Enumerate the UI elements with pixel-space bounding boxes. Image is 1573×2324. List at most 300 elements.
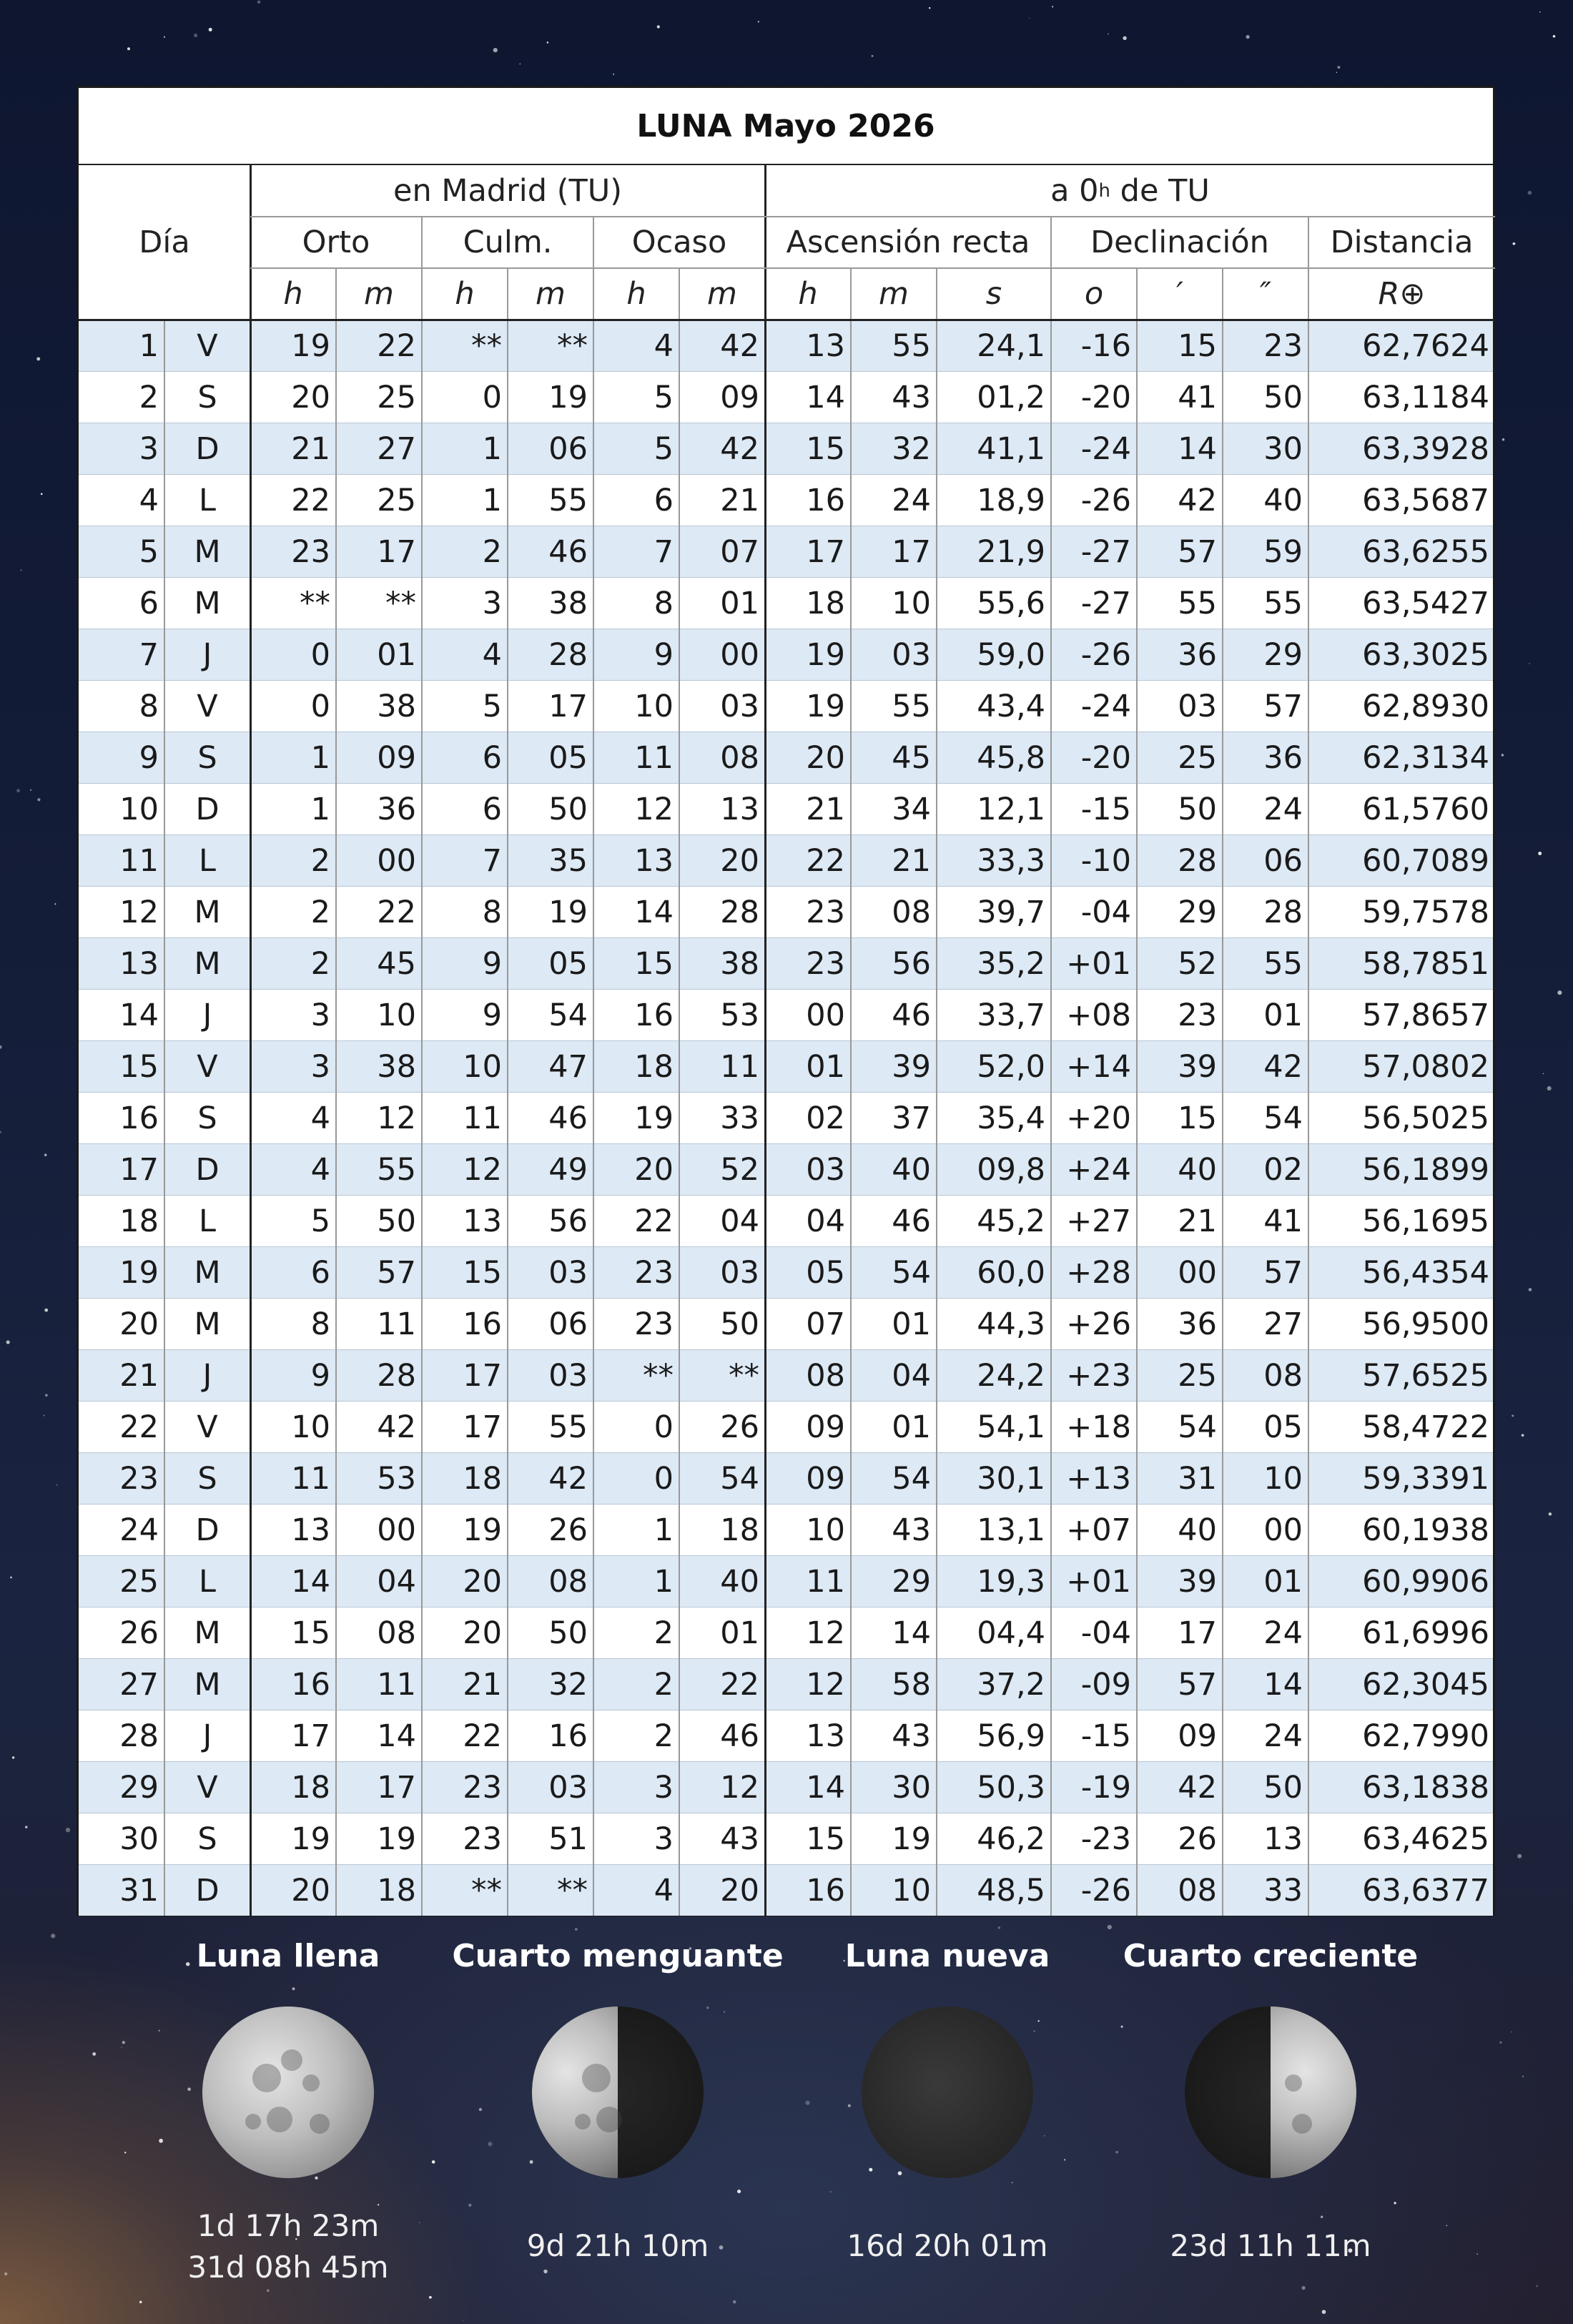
new-moon-icon: [862, 2007, 1033, 2178]
moon-phase-name: Cuarto creciente: [1123, 1938, 1419, 1974]
table-cell: 13,1: [977, 1512, 1045, 1548]
header-unit: m: [879, 276, 909, 312]
table-cell: 17: [377, 1770, 416, 1806]
table-cell: 14: [806, 380, 845, 415]
table-cell: 41,1: [977, 431, 1045, 467]
star: [6, 1340, 10, 1344]
star: [547, 41, 549, 44]
table-cell: 04: [892, 1358, 931, 1394]
table-cell: 55: [377, 1152, 416, 1188]
star: [257, 1, 260, 4]
table-cell: M: [194, 1306, 221, 1342]
table-cell: 35: [548, 843, 588, 879]
moon-phase: [1085, 1938, 1456, 2267]
star: [45, 1394, 47, 1397]
table-cell: 55: [892, 328, 931, 364]
star: [1536, 2285, 1538, 2288]
table-cell: 01: [1263, 1564, 1303, 1600]
star: [1543, 1073, 1544, 1074]
table-cell: 23: [463, 1770, 502, 1806]
table-cell: 12: [806, 1615, 845, 1651]
star: [209, 28, 212, 31]
table-cell: 05: [548, 946, 588, 982]
table-row: [79, 1246, 1493, 1298]
table-cell: 01: [892, 1306, 931, 1342]
table-cell: 07: [720, 534, 759, 570]
header-unit: m: [536, 276, 566, 312]
star: [10, 1577, 12, 1579]
table-cell: M: [194, 586, 221, 621]
table-cell: 18: [377, 1873, 416, 1909]
star: [267, 2290, 270, 2293]
table-cell: 14: [806, 1770, 845, 1806]
table-cell: 32: [548, 1667, 588, 1703]
header-unit: m: [707, 276, 737, 312]
table-cell: 27: [377, 431, 416, 467]
table-row: [79, 371, 1493, 423]
table-cell: 01: [1263, 998, 1303, 1033]
table-cell: 1: [654, 1512, 674, 1548]
header-tu-sup: h: [1098, 180, 1111, 202]
moon-mare: [310, 2114, 330, 2134]
table-cell: 40: [892, 1152, 931, 1188]
table-cell: 16: [548, 1718, 588, 1754]
table-cell: **: [300, 586, 330, 621]
table-cell: 32: [892, 431, 931, 467]
star: [16, 789, 20, 792]
table-cell: 13: [634, 843, 674, 879]
header-declinacion: Declinación: [1090, 225, 1269, 260]
grid-line: [335, 268, 337, 1916]
header-ascension: Ascensión recta: [786, 225, 1030, 260]
table-cell: 29: [1263, 637, 1303, 673]
table-cell: 20: [634, 1152, 674, 1188]
table-cell: 22: [119, 1409, 159, 1445]
table-cell: 01: [892, 1409, 931, 1445]
star: [520, 64, 521, 65]
table-cell: 19: [291, 1821, 330, 1857]
table-cell: 23: [634, 1306, 674, 1342]
table-cell: 10: [463, 1049, 502, 1085]
moon-phase-dates: [1085, 2225, 1456, 2267]
table-cell: 44,3: [977, 1306, 1045, 1342]
table-row: [79, 526, 1493, 577]
table-cell: 58,7851: [1362, 946, 1489, 982]
table-cell: 10: [634, 689, 674, 724]
table-cell: 0: [482, 380, 502, 415]
table-cell: 28: [720, 895, 759, 930]
table-cell: 45: [892, 740, 931, 776]
table-cell: 22: [291, 483, 330, 518]
table-cell: M: [194, 895, 221, 930]
table-cell: 39: [892, 1049, 931, 1085]
table-cell: 6: [310, 1255, 330, 1291]
table-cell: 10: [377, 998, 416, 1033]
star: [25, 1826, 27, 1828]
last-quarter-moon-icon: [532, 2007, 704, 2178]
star: [998, 1926, 1000, 1929]
table-cell: M: [194, 946, 221, 982]
table-cell: 55: [892, 689, 931, 724]
star: [1529, 1288, 1532, 1291]
table-cell: 00: [377, 1512, 416, 1548]
grid-line: [1222, 268, 1223, 1916]
table-cell: 2: [654, 1667, 674, 1703]
table-cell: 23: [634, 1255, 674, 1291]
table-cell: 24: [1263, 792, 1303, 827]
table-cell: -15: [1080, 792, 1131, 827]
star: [929, 7, 930, 9]
table-cell: 08: [377, 1615, 416, 1651]
table-cell: D: [195, 431, 220, 467]
table-row: [79, 1452, 1493, 1504]
table-cell: 08: [1178, 1873, 1217, 1909]
table-cell: 33: [720, 1101, 759, 1136]
table-cell: 26: [548, 1512, 588, 1548]
table-cell: 00: [806, 998, 845, 1033]
table-cell: 62,7990: [1362, 1718, 1489, 1754]
table-cell: 12: [634, 792, 674, 827]
table-cell: 54: [548, 998, 588, 1033]
table-cell: 43: [892, 1718, 931, 1754]
table-cell: 46,2: [977, 1821, 1045, 1857]
table-cell: 11: [377, 1667, 416, 1703]
table-cell: 56: [548, 1203, 588, 1239]
table-cell: 26: [720, 1409, 759, 1445]
table-cell: 20: [463, 1564, 502, 1600]
table-row: [79, 1143, 1493, 1195]
table-cell: M: [194, 1615, 221, 1651]
table-cell: 23: [119, 1461, 159, 1497]
table-cell: 52: [720, 1152, 759, 1188]
table-cell: 6: [482, 740, 502, 776]
table-cell: 15: [291, 1615, 330, 1651]
table-cell: 06: [1263, 843, 1303, 879]
table-cell: 25: [377, 380, 416, 415]
table-cell: 50: [548, 1615, 588, 1651]
table-cell: 57: [1263, 1255, 1303, 1291]
grid-line: [764, 165, 766, 1916]
table-cell: 33,3: [977, 843, 1045, 879]
table-cell: 14: [1263, 1667, 1303, 1703]
table-cell: 25: [377, 483, 416, 518]
table-cell: 14: [119, 998, 159, 1033]
moon-phase-dates: [102, 2205, 474, 2288]
table-row: [79, 1349, 1493, 1401]
table-cell: 62,7624: [1362, 328, 1489, 364]
table-cell: 15: [806, 1821, 845, 1857]
table-cell: 56,5025: [1362, 1101, 1489, 1136]
table-cell: 39,7: [977, 895, 1045, 930]
table-cell: 9: [139, 740, 159, 776]
star: [1549, 1512, 1552, 1515]
table-cell: 59: [1263, 534, 1303, 570]
grid-line: [250, 267, 1495, 269]
table-cell: 56,9500: [1362, 1306, 1489, 1342]
table-cell: 27: [1263, 1306, 1303, 1342]
header-unit: h: [455, 276, 475, 312]
table-cell: 19: [463, 1512, 502, 1548]
header-unit: m: [364, 276, 394, 312]
table-cell: 20: [119, 1306, 159, 1342]
table-cell: S: [197, 1101, 217, 1136]
table-cell: 09,8: [977, 1152, 1045, 1188]
table-cell: 21: [720, 483, 759, 518]
table-cell: 36: [1263, 740, 1303, 776]
table-cell: 21: [1178, 1203, 1217, 1239]
header-culm: Culm.: [463, 225, 553, 260]
table-cell: 15: [119, 1049, 159, 1085]
table-cell: 08: [892, 895, 931, 930]
header-unit: h: [283, 276, 303, 312]
table-cell: 18: [291, 1770, 330, 1806]
table-cell: 55: [1263, 946, 1303, 982]
table-cell: 26: [119, 1615, 159, 1651]
table-cell: 19: [892, 1821, 931, 1857]
table-row: [79, 1401, 1493, 1452]
table-cell: -27: [1080, 534, 1131, 570]
table-cell: 04: [377, 1564, 416, 1600]
moon-phase-dates: [432, 2225, 804, 2267]
table-cell: 54: [892, 1255, 931, 1291]
table-cell: +14: [1066, 1049, 1131, 1085]
table-cell: 0: [654, 1409, 674, 1445]
star: [37, 798, 40, 801]
table-cell: 12,1: [977, 792, 1045, 827]
table-cell: 11: [291, 1461, 330, 1497]
star: [493, 48, 498, 52]
table-cell: 56,4354: [1362, 1255, 1489, 1291]
table-cell: **: [643, 1358, 674, 1394]
table-cell: 1: [310, 792, 330, 827]
table-cell: 11: [720, 1049, 759, 1085]
moon-mare: [1292, 2114, 1312, 2134]
header-unit: o: [1084, 276, 1104, 312]
table-cell: 37,2: [977, 1667, 1045, 1703]
grid-line: [507, 268, 508, 1916]
table-row: [79, 1761, 1493, 1813]
table-cell: 2: [310, 895, 330, 930]
table-cell: -04: [1080, 1615, 1131, 1651]
table-cell: 3: [310, 998, 330, 1033]
table-cell: 57: [1178, 1667, 1217, 1703]
table-cell: 14: [634, 895, 674, 930]
moon-phase-name: Luna nueva: [844, 1938, 1050, 1974]
table-cell: +01: [1066, 946, 1131, 982]
star: [56, 1484, 58, 1486]
table-cell: 28: [548, 637, 588, 673]
table-cell: 39: [1178, 1564, 1217, 1600]
table-cell: 49: [548, 1152, 588, 1188]
table-cell: 24: [892, 483, 931, 518]
table-cell: M: [194, 534, 221, 570]
table-cell: 57,6525: [1362, 1358, 1489, 1394]
table-cell: 23: [806, 946, 845, 982]
grid-line: [1136, 268, 1138, 1916]
table-cell: 52,0: [977, 1049, 1045, 1085]
table-cell: 25: [119, 1564, 159, 1600]
table-cell: 13: [720, 792, 759, 827]
table-cell: 30: [892, 1770, 931, 1806]
table-cell: 22: [377, 895, 416, 930]
table-cell: 14: [1178, 431, 1217, 467]
header-tu-prefix: a 0: [1050, 173, 1099, 209]
table-cell: 23: [806, 895, 845, 930]
table-cell: 1: [139, 328, 159, 364]
table-cell: 03: [1178, 689, 1217, 724]
table-cell: 16: [634, 998, 674, 1033]
header-unit: s: [985, 276, 1002, 312]
table-cell: D: [195, 1512, 220, 1548]
moon-phase: [102, 1938, 474, 2288]
table-cell: 27: [119, 1667, 159, 1703]
star: [1052, 6, 1053, 7]
table-cell: 36: [1178, 637, 1217, 673]
table-cell: 1: [310, 740, 330, 776]
table-cell: 7: [139, 637, 159, 673]
moon-phase-date: 1d 17h 23m: [197, 2208, 380, 2243]
table-cell: **: [729, 1358, 759, 1394]
table-row: [79, 629, 1493, 680]
table-row: [79, 423, 1493, 474]
table-cell: +28: [1066, 1255, 1131, 1291]
moon-phase: [432, 1938, 804, 2267]
star: [429, 2296, 432, 2299]
table-cell: 13: [806, 1718, 845, 1754]
table-cell: 59,0: [977, 637, 1045, 673]
table-cell: D: [195, 1152, 220, 1188]
table-cell: 5: [482, 689, 502, 724]
table-cell: 24,1: [977, 328, 1045, 364]
table-cell: 63,6377: [1362, 1873, 1489, 1909]
star: [66, 1828, 70, 1832]
table-row: [79, 320, 1493, 371]
table-cell: 8: [482, 895, 502, 930]
grid-line: [164, 320, 165, 1916]
table-cell: 37: [892, 1101, 931, 1136]
table-cell: -20: [1080, 380, 1131, 415]
table-cell: +07: [1066, 1512, 1131, 1548]
table-cell: 57: [377, 1255, 416, 1291]
table-row: [79, 937, 1493, 989]
star: [758, 21, 759, 22]
table-cell: 08: [806, 1358, 845, 1394]
table-cell: 23: [463, 1821, 502, 1857]
star: [54, 903, 56, 905]
table-cell: 22: [377, 328, 416, 364]
table-cell: 1: [654, 1564, 674, 1600]
table-cell: -16: [1080, 328, 1131, 364]
table-cell: 17: [1178, 1615, 1217, 1651]
table-cell: 24: [1263, 1718, 1303, 1754]
star: [139, 2301, 142, 2304]
table-cell: 30,1: [977, 1461, 1045, 1497]
table-cell: 42: [1178, 1770, 1217, 1806]
table-cell: -26: [1080, 637, 1131, 673]
star: [1337, 66, 1340, 69]
header-orto: Orto: [302, 225, 370, 260]
table-cell: 13: [1263, 1821, 1303, 1857]
star: [43, 1415, 44, 1417]
table-cell: 01: [720, 586, 759, 621]
star: [1123, 36, 1126, 40]
table-row: [79, 1658, 1493, 1710]
table-cell: 50: [720, 1306, 759, 1342]
star: [1336, 72, 1337, 73]
table-cell: 21: [291, 431, 330, 467]
table-cell: 03: [720, 689, 759, 724]
table-cell: J: [202, 1358, 212, 1394]
table-cell: 35,4: [977, 1101, 1045, 1136]
table-cell: 38: [377, 1049, 416, 1085]
table-cell: 15: [1178, 1101, 1217, 1136]
table-cell: -20: [1080, 740, 1131, 776]
table-cell: 19: [806, 689, 845, 724]
table-row: [79, 1040, 1493, 1092]
table-row: [79, 1555, 1493, 1607]
star: [1502, 754, 1504, 756]
grid-line: [79, 319, 1495, 321]
header-unit: h: [626, 276, 646, 312]
table-cell: 3: [482, 586, 502, 621]
header-ocaso: Ocaso: [631, 225, 727, 260]
table-row: [79, 1298, 1493, 1349]
table-cell: 60,9906: [1362, 1564, 1489, 1600]
moon-mare: [267, 2107, 292, 2132]
table-cell: 09: [806, 1409, 845, 1445]
table-cell: 17: [463, 1358, 502, 1394]
table-row: [79, 1504, 1493, 1555]
moon-mare: [582, 2064, 611, 2092]
table-cell: 63,1838: [1362, 1770, 1489, 1806]
table-cell: 51: [548, 1821, 588, 1857]
table-cell: **: [471, 328, 502, 364]
grid-line: [850, 268, 852, 1916]
star: [733, 2300, 736, 2304]
table-cell: 4: [654, 328, 674, 364]
star: [613, 74, 614, 75]
table-cell: 4: [139, 483, 159, 518]
moon-phase-dates: [761, 2225, 1133, 2267]
star: [44, 1309, 48, 1312]
star: [30, 789, 31, 791]
table-cell: 63,1184: [1362, 380, 1489, 415]
table-cell: +13: [1066, 1461, 1131, 1497]
star: [92, 2052, 96, 2056]
table-cell: 43: [892, 380, 931, 415]
table-cell: 18: [634, 1049, 674, 1085]
table-cell: 55: [1263, 586, 1303, 621]
table-cell: 6: [482, 792, 502, 827]
table-cell: 58,4722: [1362, 1409, 1489, 1445]
table-row: [79, 1813, 1493, 1864]
table-cell: +01: [1066, 1564, 1131, 1600]
grid-line: [421, 217, 423, 1916]
table-cell: 39: [1178, 1049, 1217, 1085]
table-cell: **: [557, 328, 588, 364]
table-cell: 22: [720, 1667, 759, 1703]
star: [1511, 2031, 1512, 2032]
star: [36, 357, 40, 360]
table-cell: 14: [892, 1615, 931, 1651]
table-cell: 18: [119, 1203, 159, 1239]
table-cell: J: [202, 998, 212, 1033]
table-cell: 07: [806, 1306, 845, 1342]
table-cell: 6: [139, 586, 159, 621]
star: [21, 569, 22, 571]
table-cell: 50,3: [977, 1770, 1045, 1806]
table-cell: 19: [806, 637, 845, 673]
